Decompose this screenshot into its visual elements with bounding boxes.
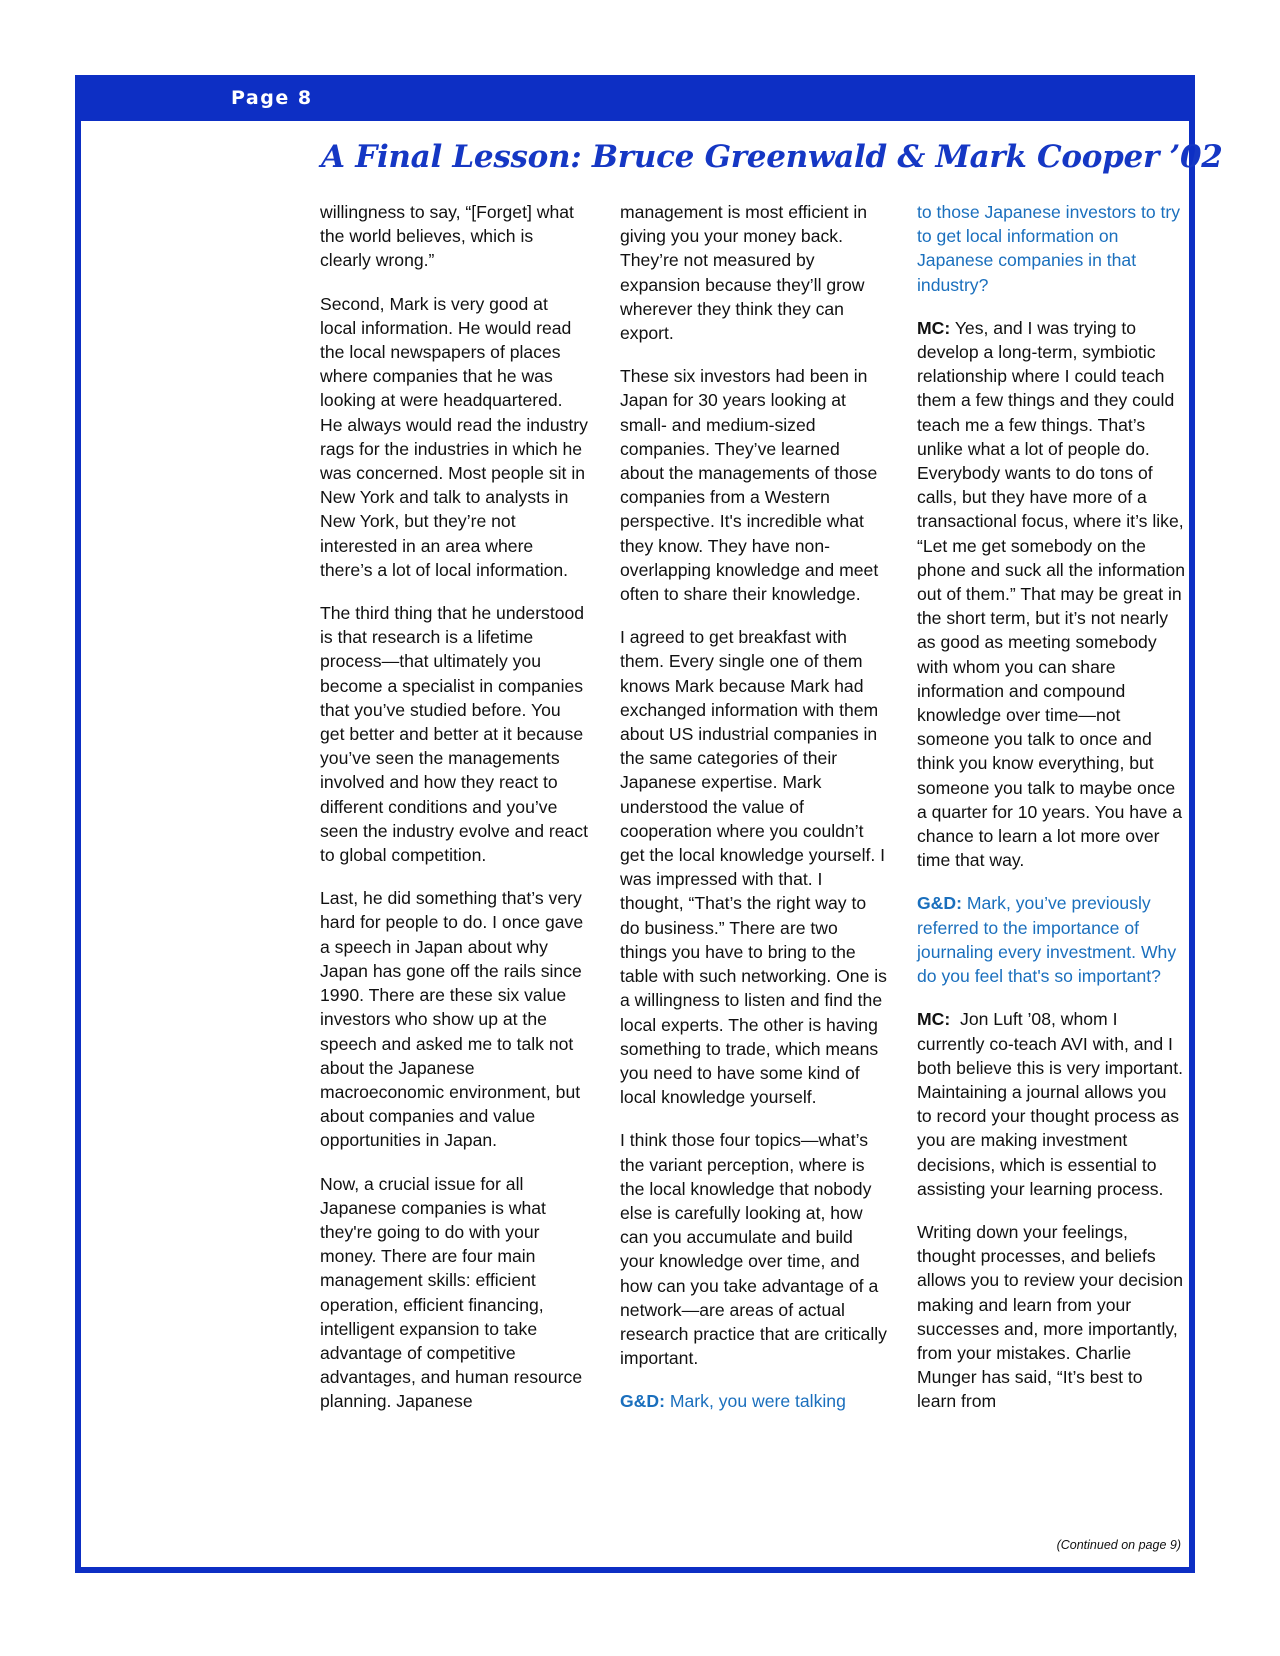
paragraph: Writing down your feelings, thought processes, and beliefs allows you to review your decision making and learn from your successes and, more importantly, from your mistakes. Charlie Munger has said, “It’s best to learn from [917,1221,1183,1412]
paragraph: These six investors had been in Japan for 30 years looking at small- and medium-sized companies. They’ve learned about the managements of those companies from a Western perspective. It's incredible what they know. They have non-overlapping knowledge and meet often to share their knowledge. [620,366,879,605]
paragraph: management is most efficient in giving you your money back. They’re not measured by expansion because they’ll grow wherever they think they can export. [620,202,868,344]
answer-paragraph [917,316,1185,873]
page-number: Page 8 [231,87,313,109]
paragraph: The third thing that he understood is that research is a lifetime process—that ultimately you become a specialist in companies that you’ve studied before. You get better and better at it because you’ve seen the managements involved and how they react to different conditions and you’ve seen the industry evolve and react to global competition. [320,603,588,866]
interviewer-question-continued: to those Japanese investors to try to get local information on Japanese companies in that industry? [917,202,1181,295]
question-text: Mark, you were talking [669,1391,846,1412]
speaker-tag-gd: G&D: [620,1391,665,1412]
speaker-tag-mc: MC: [917,317,951,338]
text-column-2 [620,200,888,1433]
paragraph: I think those four topics—what’s the variant perception, where is the local knowledge that nobody else is carefully looking at, how can you accumulate and build your knowledge over time, and how can you take advantage of a network—are areas of actual research practice that are critically important. [620,1130,887,1369]
speaker-tag-mc: MC: [917,1009,951,1030]
text-column-3 [917,200,1185,1433]
paragraph: Last, he did something that’s very hard for people to do. I once gave a speech in Japan about why Japan has gone off the rails since 1990. There are these six value investors who show up at the speech and asked me to talk not about the Japanese macroeconomic environment, but about companies and value opportunities in Japan. [320,888,584,1151]
page-frame [75,75,1223,1573]
paragraph: Now, a crucial issue for all Japanese companies is what they're going to do with your money. There are four main management skills: efficient operation, efficient financing, intelligent expansion to take advantage of competitive advantages, and human resource planning. Japanese [320,1173,583,1412]
paragraph: I agreed to get breakfast with them. Every single one of them knows Mark because Mark had exchanged information with them about US industrial companies in the same categories of their Japanese expertise. Mark understood the value of cooperation where you couldn’t get the local knowledge yourself. I was impressed with that. I thought, “That’s the right way to do business.” There are two things you have to bring to the table with such networking. One is a willingness to listen and find the local experts. The other is having something to trade, which means you need to have some kind of local knowledge yourself. [620,627,887,1108]
speaker-tag-gd: G&D: [917,893,962,914]
text-column-1 [320,200,588,1433]
paragraph: Second, Mark is very good at local information. He would read the local newspapers of places where companies that he was looking at were headquartered. He always would read the industry rags for the industries in which he was concerned. Most people sit in New York and talk to analysts in New York, but they’re not interested in an area where there’s a lot of local information. [320,293,588,580]
paragraph: willingness to say, “[Forget] what the world believes, which is clearly wrong.” [320,202,574,271]
interviewer-question [620,1389,888,1413]
interviewer-question [917,891,1185,988]
question-text: Mark, you’ve previously referred to the importance of journaling every investment. Why do you feel that's so important? [917,893,1177,987]
continued-note: (Continued on page 9) [1056,1538,1181,1552]
article-title: A Final Lesson: Bruce Greenwald & Mark Cooper ’02 [321,139,1223,175]
answer-text: Jon Luft ’08, whom I currently co-teach AVI with, and I both believe this is very important. Maintaining a journal allows you to record your thought process as you are making investment decisions, which is essential to assisting your learning process. [917,1009,1183,1199]
answer-paragraph [917,1007,1185,1201]
answer-text: Yes, and I was trying to develop a long-term, symbiotic relationship where I could teach them a few things and they could teach me a few things. That’s unlike what a lot of people do. Everybody wants to do tons of calls, but they have more of a transactional focus, where it’s like, “Let me get somebody on the phone and suck all the information out of them.” That may be great in the short term, but it’s not nearly as good as meeting somebody with whom you can share information and compound knowledge over time—not someone you talk to once and think you know everything, but someone you talk to maybe once a quarter for 10 years. You have a chance to learn a lot more over time that way. [917,317,1185,871]
header-bar [81,81,1189,121]
